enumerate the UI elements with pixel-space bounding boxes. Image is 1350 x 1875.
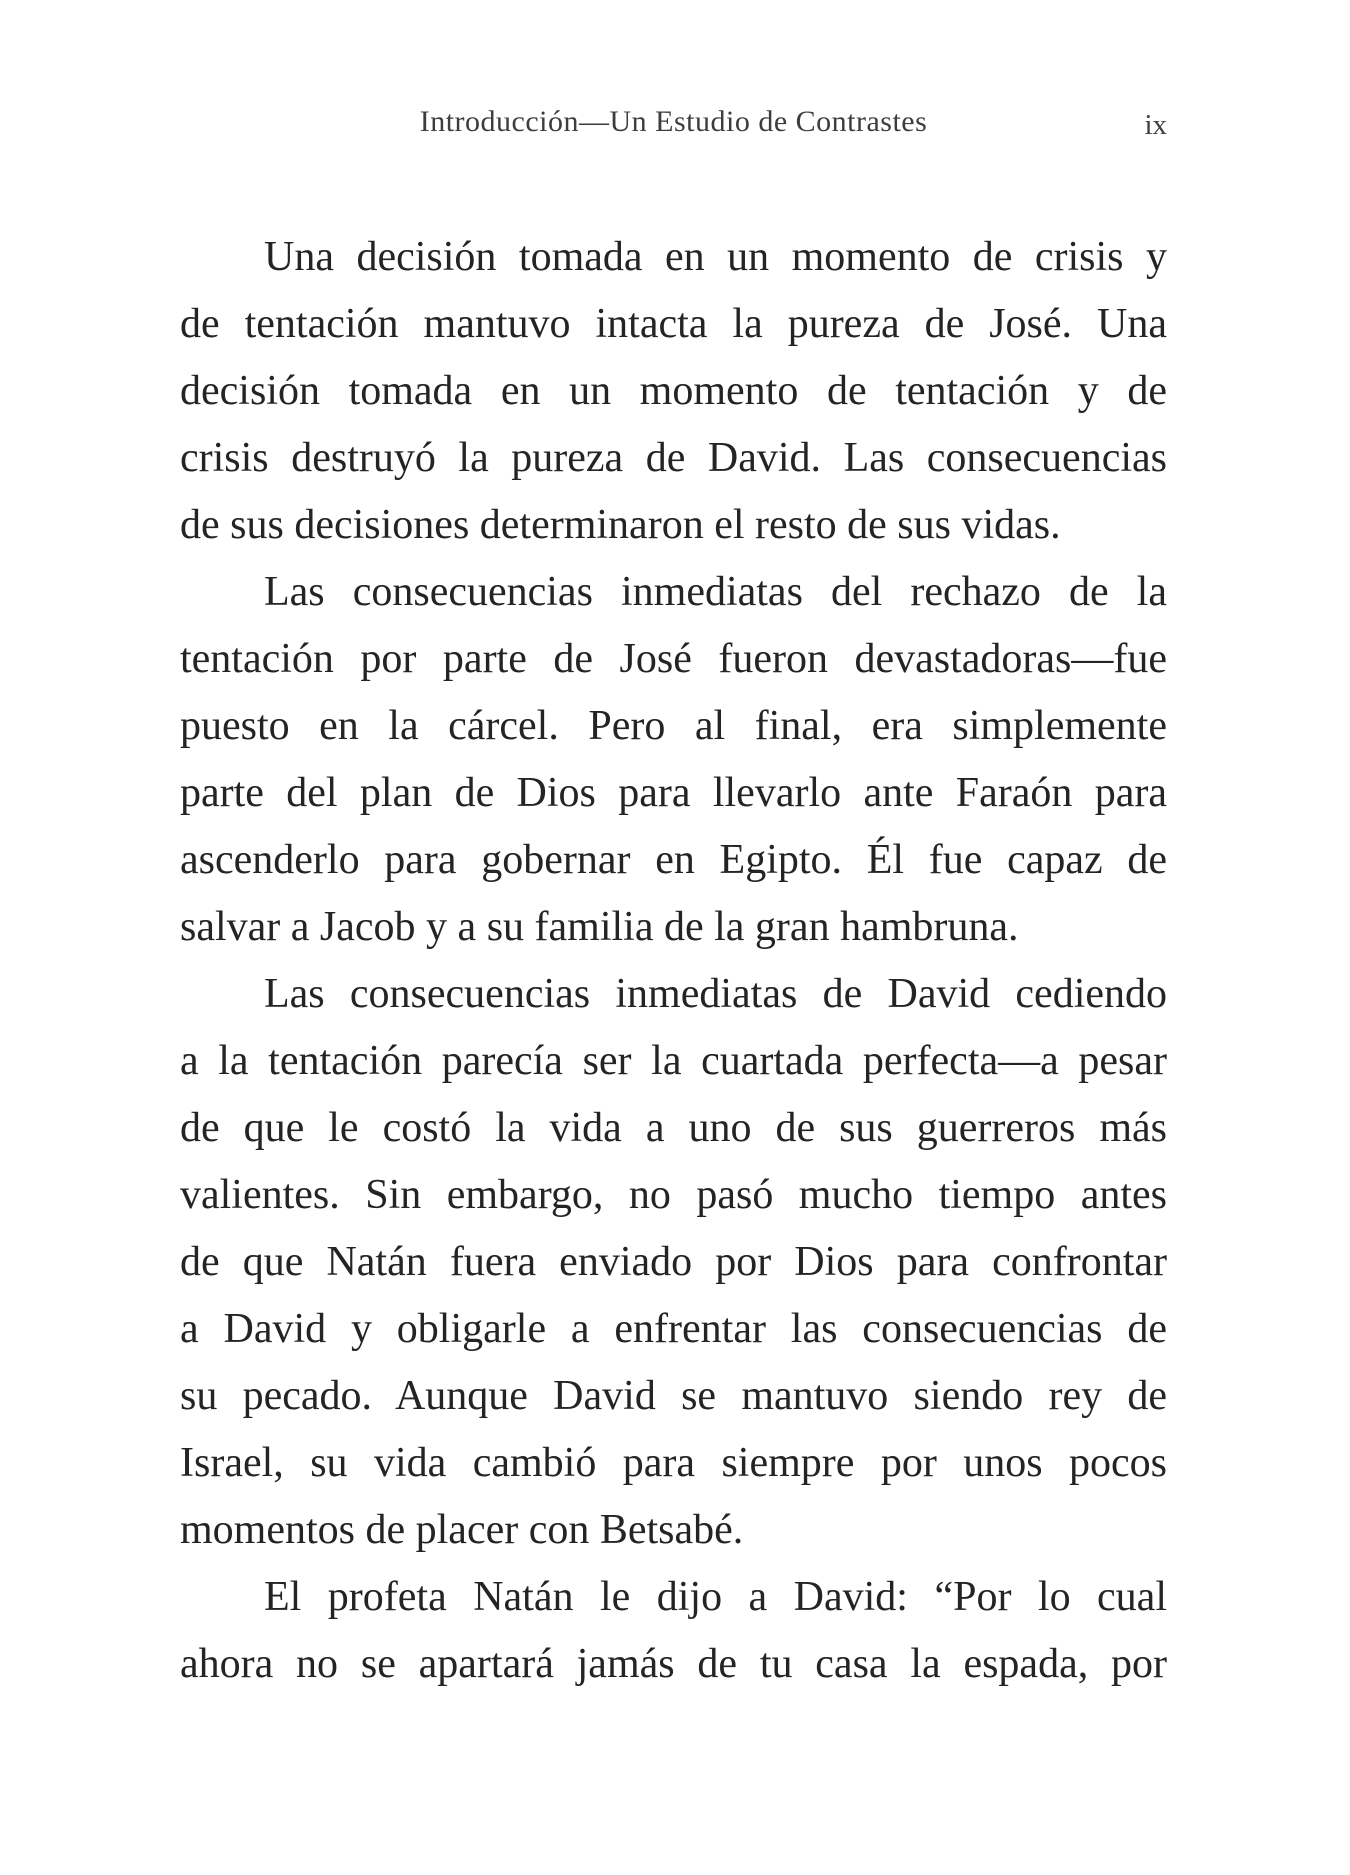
text-line: de que Natán fuera enviado por Dios para confrontar	[180, 1239, 1167, 1285]
text-line: Israel, su vida cambió para siempre por unos pocos	[180, 1440, 1167, 1486]
text-line: Una decisión tomada en un momento de crisis y	[264, 234, 1167, 280]
text-line: ascenderlo para gobernar en Egipto. Él fue capaz de	[180, 837, 1167, 883]
text-line: valientes. Sin embargo, no pasó mucho tiempo antes	[180, 1172, 1167, 1218]
text-line: El profeta Natán le dijo a David: “Por lo cual	[264, 1574, 1167, 1620]
text-line: Las consecuencias inmediatas de David cediendo	[264, 971, 1167, 1017]
text-line: decisión tomada en un momento de tentación y de	[180, 368, 1167, 414]
text-line: crisis destruyó la pureza de David. Las consecuencias	[180, 435, 1167, 481]
running-header-title: Introducción—Un Estudio de Contrastes	[419, 105, 928, 138]
page-number: ix	[1144, 109, 1167, 141]
text-line: a la tentación parecía ser la cuartada perfecta—a pesar	[180, 1038, 1167, 1084]
text-line: tentación por parte de José fueron devastadoras—fue	[180, 636, 1167, 682]
text-line: de que le costó la vida a uno de sus guerreros más	[180, 1105, 1167, 1151]
text-line: Las consecuencias inmediatas del rechazo de la	[264, 569, 1167, 615]
text-line: de sus decisiones determinaron el resto de sus vidas.	[180, 502, 1061, 548]
text-line: su pecado. Aunque David se mantuvo siendo rey de	[180, 1373, 1167, 1419]
text-line: a David y obligarle a enfrentar las consecuencias de	[180, 1306, 1167, 1352]
text-line: parte del plan de Dios para llevarlo ante Faraón para	[180, 770, 1167, 816]
body-text	[180, 224, 1167, 1698]
running-header	[180, 100, 1167, 144]
text-line: puesto en la cárcel. Pero al final, era simplemente	[180, 703, 1167, 749]
text-line: momentos de placer con Betsabé.	[180, 1507, 744, 1553]
text-line: de tentación mantuvo intacta la pureza de José. Una	[180, 301, 1167, 347]
text-line: salvar a Jacob y a su familia de la gran hambruna.	[180, 904, 1019, 950]
text-line: ahora no se apartará jamás de tu casa la espada, por	[180, 1641, 1167, 1687]
